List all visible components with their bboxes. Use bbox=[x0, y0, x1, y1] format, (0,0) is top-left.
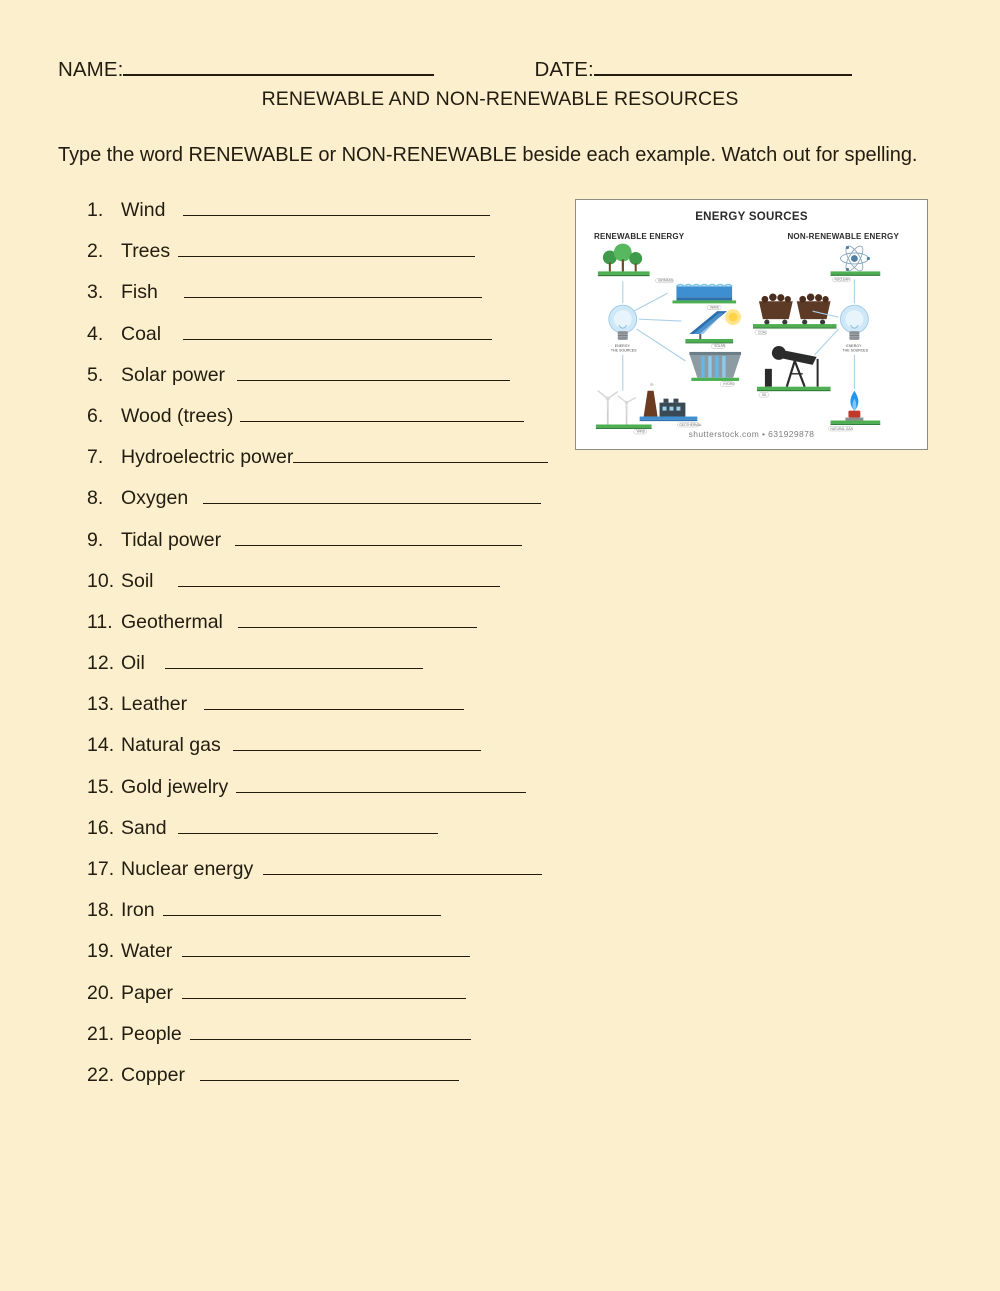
bulb-caption-line1-right: ENERGY bbox=[846, 343, 862, 348]
question-item bbox=[87, 858, 567, 899]
question-item bbox=[87, 982, 567, 1023]
answer-blank-line[interactable] bbox=[178, 572, 500, 587]
question-label: Tidal power bbox=[121, 528, 222, 551]
question-label: Fish bbox=[121, 281, 158, 304]
geothermal-plant-icon bbox=[640, 383, 698, 421]
label-natural-gas: NATURAL GAS bbox=[830, 426, 853, 431]
header-fields bbox=[58, 58, 942, 88]
name-label: NAME: bbox=[58, 58, 124, 81]
question-item bbox=[87, 899, 567, 940]
nonrenewable-bulb-icon bbox=[840, 305, 868, 352]
question-number: 12. bbox=[87, 652, 115, 675]
question-label: Oxygen bbox=[121, 487, 189, 510]
question-number: 13. bbox=[87, 693, 115, 716]
question-number: 6. bbox=[87, 404, 104, 427]
question-item bbox=[87, 446, 567, 487]
biomass-trees-icon bbox=[598, 244, 650, 277]
question-label: Leather bbox=[121, 693, 188, 716]
label-coal: COAL bbox=[757, 330, 767, 335]
name-blank-line[interactable] bbox=[123, 59, 434, 76]
answer-blank-line[interactable] bbox=[165, 654, 423, 669]
date-blank-line[interactable] bbox=[594, 59, 852, 76]
label-nuclear: NUCLEAR bbox=[834, 277, 850, 282]
answer-blank-line[interactable] bbox=[182, 984, 466, 999]
answer-blank-line[interactable] bbox=[263, 860, 542, 875]
oil-pumpjack-icon bbox=[757, 346, 831, 391]
question-item bbox=[87, 323, 567, 364]
question-number: 15. bbox=[87, 775, 115, 798]
label-solar: SOLAR bbox=[714, 344, 725, 349]
question-label: Water bbox=[121, 940, 173, 963]
question-label: Paper bbox=[121, 981, 174, 1004]
question-label: Sand bbox=[121, 816, 167, 839]
question-label: Copper bbox=[121, 1063, 185, 1086]
answer-blank-line[interactable] bbox=[182, 942, 470, 957]
question-item bbox=[87, 817, 567, 858]
question-item bbox=[87, 776, 567, 817]
energy-sources-figure bbox=[575, 199, 928, 450]
answer-blank-line[interactable] bbox=[238, 613, 477, 628]
question-label: Coal bbox=[121, 322, 162, 345]
question-label: People bbox=[121, 1022, 182, 1045]
date-field bbox=[534, 58, 851, 82]
question-item bbox=[87, 1023, 567, 1064]
label-biomass: BIOMASS bbox=[658, 278, 674, 283]
answer-blank-line[interactable] bbox=[184, 283, 482, 298]
question-number: 4. bbox=[87, 322, 104, 345]
question-number: 16. bbox=[87, 816, 115, 839]
answer-blank-line[interactable] bbox=[203, 489, 541, 504]
answer-blank-line[interactable] bbox=[163, 901, 441, 916]
question-number: 22. bbox=[87, 1063, 115, 1086]
question-item bbox=[87, 529, 567, 570]
question-number: 1. bbox=[87, 199, 104, 221]
question-item bbox=[87, 652, 567, 693]
coal-carts-icon bbox=[753, 293, 837, 328]
answer-blank-line[interactable] bbox=[178, 242, 475, 257]
natural-gas-flame-icon bbox=[831, 391, 881, 425]
question-label: Trees bbox=[121, 240, 171, 263]
question-label: Gold jewelry bbox=[121, 775, 229, 798]
question-number: 2. bbox=[87, 240, 104, 263]
question-number: 14. bbox=[87, 734, 115, 757]
figure-nonrenewable-heading: NON-RENEWABLE ENERGY bbox=[787, 232, 899, 241]
answer-blank-line[interactable] bbox=[204, 695, 464, 710]
question-label: Nuclear energy bbox=[121, 858, 254, 880]
question-item bbox=[87, 487, 567, 528]
figure-inner bbox=[582, 205, 921, 445]
hydroelectric-dam-icon bbox=[689, 352, 741, 381]
answer-blank-line[interactable] bbox=[178, 819, 438, 834]
question-item bbox=[87, 240, 567, 281]
label-wind: WIND bbox=[636, 429, 646, 434]
renewable-bulb-icon bbox=[609, 305, 637, 352]
question-label: Iron bbox=[121, 899, 155, 922]
label-hydro: HYDRO bbox=[723, 382, 735, 387]
question-number: 18. bbox=[87, 899, 115, 922]
question-item bbox=[87, 940, 567, 981]
bulb-caption-line1: ENERGY bbox=[614, 343, 630, 348]
question-label: Hydroelectric power bbox=[121, 446, 294, 469]
answer-blank-line[interactable] bbox=[293, 448, 548, 463]
question-label: Wind bbox=[121, 199, 166, 221]
question-number: 8. bbox=[87, 487, 104, 510]
question-list bbox=[87, 199, 567, 1105]
answer-blank-line[interactable] bbox=[200, 1066, 459, 1081]
question-item bbox=[87, 405, 567, 446]
question-number: 20. bbox=[87, 981, 115, 1004]
question-number: 5. bbox=[87, 363, 104, 386]
label-oil: OIL bbox=[761, 392, 768, 397]
question-label: Wood (trees) bbox=[121, 404, 234, 427]
question-label: Geothermal bbox=[121, 610, 223, 633]
question-label: Natural gas bbox=[121, 734, 221, 757]
bulb-caption-line2-right: THE SOURCES bbox=[842, 348, 869, 353]
question-number: 17. bbox=[87, 858, 115, 880]
question-label: Soil bbox=[121, 569, 154, 592]
question-number: 11. bbox=[87, 610, 113, 633]
question-item bbox=[87, 734, 567, 775]
name-field bbox=[58, 58, 434, 82]
question-number: 9. bbox=[87, 528, 104, 551]
question-number: 21. bbox=[87, 1022, 115, 1045]
wave-energy-icon bbox=[672, 285, 736, 304]
question-item bbox=[87, 1064, 567, 1105]
question-label: Solar power bbox=[121, 363, 226, 386]
question-item bbox=[87, 570, 567, 611]
wind-turbine-icon bbox=[596, 391, 652, 429]
solar-panel-icon bbox=[685, 309, 741, 343]
answer-blank-line[interactable] bbox=[235, 531, 522, 546]
energy-diagram bbox=[582, 241, 921, 437]
question-number: 19. bbox=[87, 940, 115, 963]
label-geothermal: GEOTHERMAL bbox=[679, 422, 702, 427]
label-wave: WAVE bbox=[710, 305, 720, 310]
question-item bbox=[87, 364, 567, 405]
answer-blank-line[interactable] bbox=[237, 366, 510, 381]
question-number: 3. bbox=[87, 281, 104, 304]
question-number: 7. bbox=[87, 446, 104, 469]
answer-blank-line[interactable] bbox=[183, 325, 492, 340]
answer-blank-line[interactable] bbox=[233, 736, 481, 751]
question-item bbox=[87, 281, 567, 322]
question-item bbox=[87, 611, 567, 652]
question-number: 10. bbox=[87, 569, 115, 592]
answer-blank-line[interactable] bbox=[240, 407, 524, 422]
question-label: Oil bbox=[121, 652, 145, 675]
answer-blank-line[interactable] bbox=[190, 1025, 471, 1040]
answer-blank-line[interactable] bbox=[236, 778, 526, 793]
figure-renewable-heading: RENEWABLE ENERGY bbox=[594, 232, 685, 241]
figure-title: ENERGY SOURCES bbox=[695, 211, 808, 223]
instructions-text: Type the word RENEWABLE or NON-RENEWABLE beside each example. Watch out for spelling. bbox=[58, 144, 918, 166]
bulb-caption-line2: THE SOURCES bbox=[610, 348, 637, 353]
answer-blank-line[interactable] bbox=[183, 201, 490, 216]
question-item bbox=[87, 693, 567, 734]
nuclear-atom-icon bbox=[831, 244, 881, 276]
question-item bbox=[87, 199, 567, 240]
page-title: RENEWABLE AND NON-RENEWABLE RESOURCES bbox=[261, 88, 739, 110]
date-label: DATE: bbox=[534, 58, 594, 81]
figure-credit: shutterstock.com • 631929878 bbox=[688, 429, 815, 439]
